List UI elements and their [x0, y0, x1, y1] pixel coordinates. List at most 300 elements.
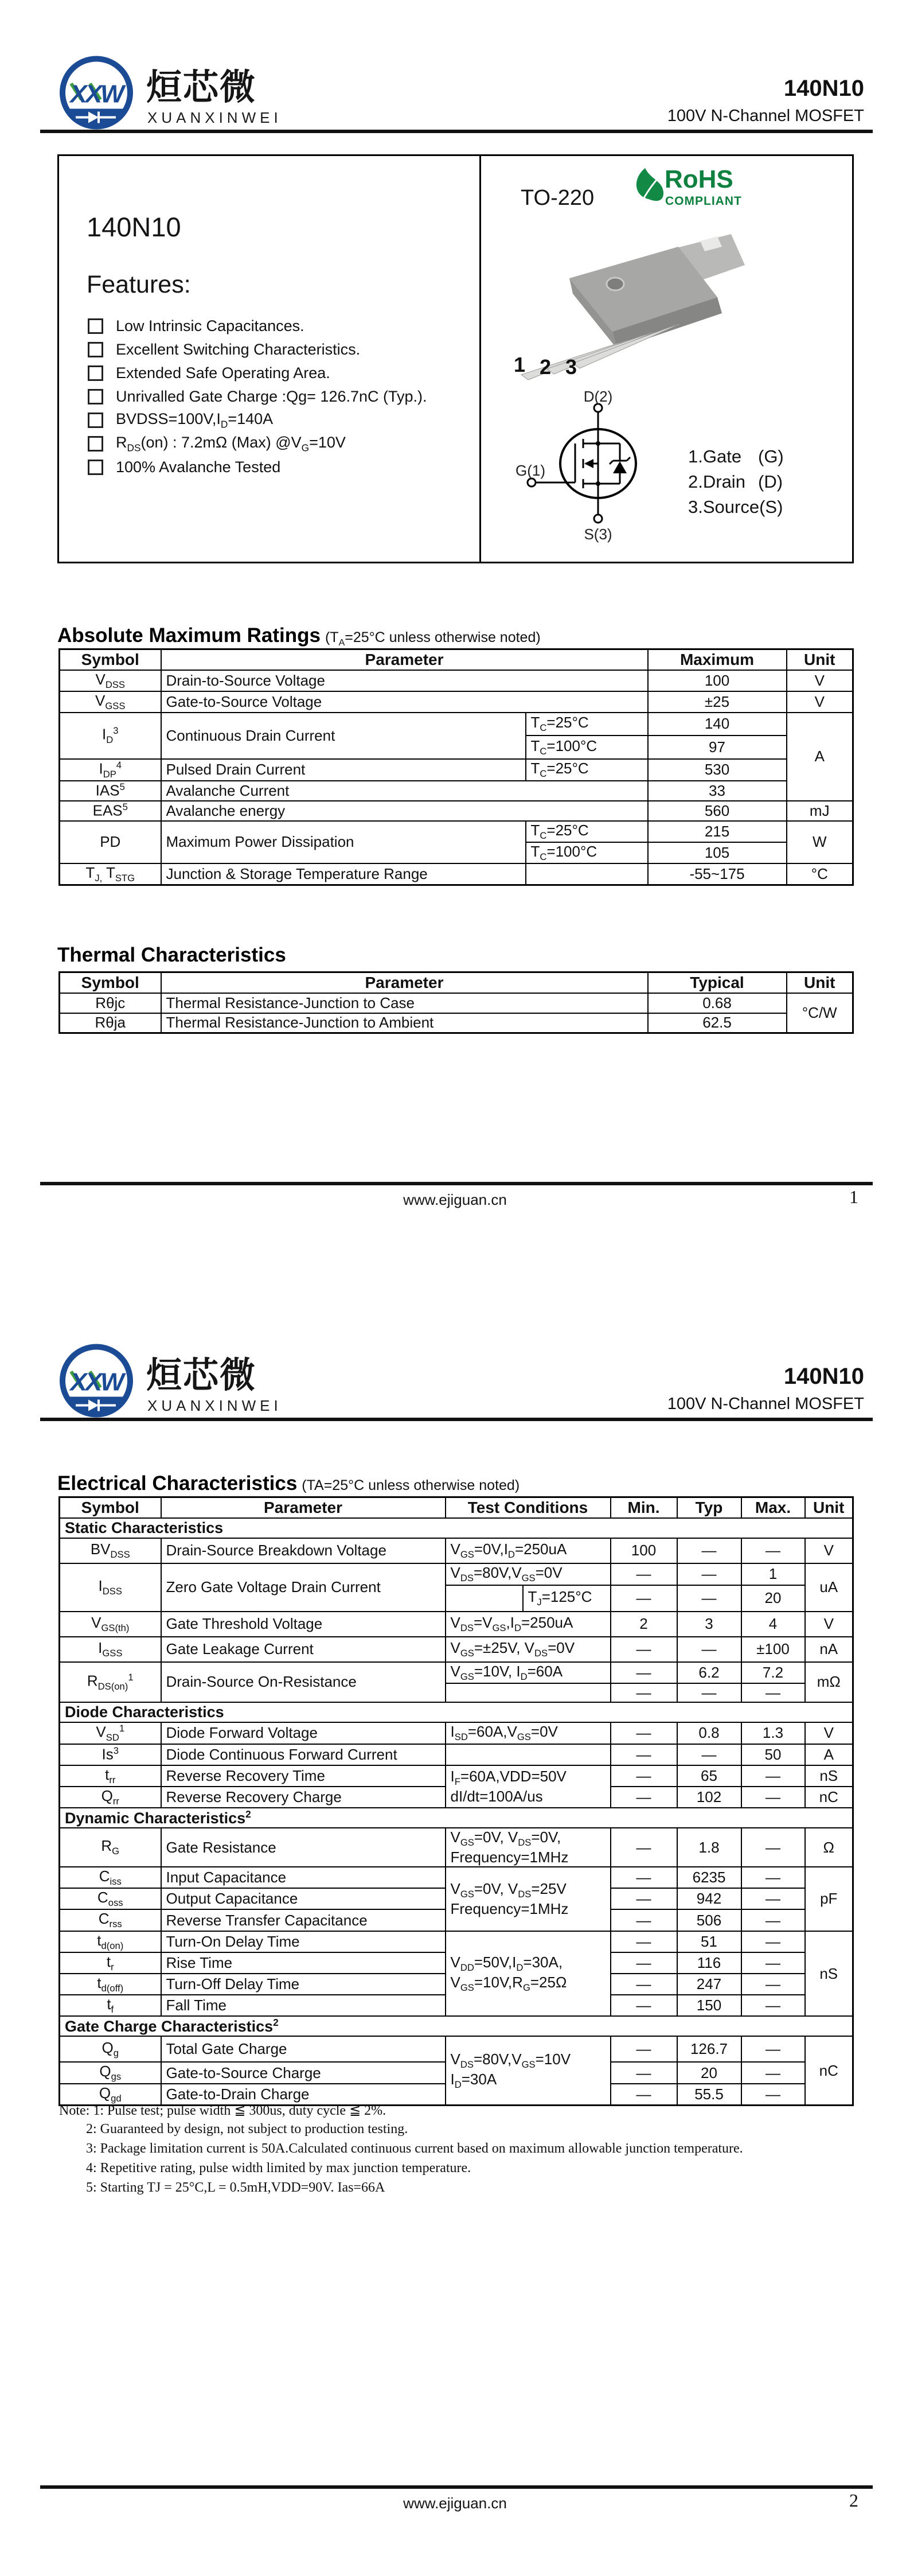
cell: — — [677, 1637, 741, 1662]
feature-text: Extended Safe Operating Area. — [116, 364, 330, 382]
cell: IAS$^5$ — [60, 781, 161, 801]
cell: Gate-to-Source Voltage — [161, 691, 648, 713]
cell: V — [787, 670, 853, 691]
cell: — — [611, 1909, 677, 1931]
section-label: Gate Charge Characteristics — [65, 2018, 274, 2036]
legend-item — [688, 446, 784, 472]
symbol-drain-label: D(2) — [583, 388, 613, 405]
cell: V — [787, 691, 853, 713]
checkbox-icon — [88, 318, 103, 334]
cell: 1.8 — [677, 1828, 741, 1867]
note-line: 5: Starting TJ = 25°C,L = 0.5mH,VDD=90V. Ias=66A — [86, 2180, 385, 2195]
cell: — — [611, 1974, 677, 1995]
table-row — [60, 1828, 853, 1867]
feature-text: 100% Avalanche Tested — [116, 458, 281, 476]
cell: $V_{GS}=0V,I_D=250uA$ — [446, 1538, 611, 1563]
cell: 560 — [648, 801, 787, 821]
pin-legend — [688, 446, 784, 522]
cell: — — [741, 1765, 805, 1787]
note-line: Note: 1: Pulse test; pulse width ≦ 300us, duty cycle ≦ 2%. — [59, 2103, 386, 2118]
cell: $I_{DSS}$ — [60, 1563, 161, 1612]
cell: Avalanche energy — [161, 801, 648, 821]
brand-name-en: XUANXINWEI — [147, 1397, 282, 1414]
checkbox-icon — [88, 436, 103, 452]
cell: $I_D^3$ — [60, 713, 161, 759]
feature-item — [88, 432, 466, 456]
checkbox-icon — [88, 460, 103, 475]
cell: ±25 — [648, 691, 787, 713]
cell: — — [611, 1995, 677, 2016]
cell: $V_{SD}^1$ — [60, 1722, 161, 1744]
brand-name-en: XUANXINWEI — [147, 109, 282, 126]
cell: 3 — [677, 1612, 741, 1637]
table-row — [60, 713, 853, 736]
cell: 7.2 — [741, 1662, 805, 1683]
footer-url: www.ejiguan.cn — [403, 2495, 507, 2512]
cell: Is$^3$ — [60, 1744, 161, 1765]
cell — [60, 2016, 853, 2036]
cell: — — [741, 1952, 805, 1974]
cell: $T_C=100^\circ C$ — [526, 736, 648, 759]
cell: 0.8 — [677, 1722, 741, 1744]
cell: PD — [60, 821, 161, 863]
cell: Gate-to-Drain Charge — [161, 2084, 446, 2106]
cell — [446, 1683, 611, 1702]
cell: $C_{rss}$ — [60, 1909, 161, 1931]
feature-text: $R_{DS}(on)$ : 7.2mΩ (Max) $@V_G=10V$ — [116, 433, 346, 454]
legend-pin-name: 3.Source — [688, 497, 760, 517]
part-subtitle: 100V N-Channel MOSFET — [667, 1395, 864, 1413]
cell: $I_{GSS}$ — [60, 1637, 161, 1662]
feature-text: Excellent Switching Characteristics. — [116, 341, 361, 358]
cell: mJ — [787, 801, 853, 821]
cell: Avalanche Current — [161, 781, 648, 801]
logo-mark-text: XXW — [70, 80, 123, 108]
cell: — — [741, 1787, 805, 1808]
cell: $t_r$ — [60, 1952, 161, 1974]
legend-pin-letter: (D) — [758, 472, 783, 492]
cell: Min. — [611, 1497, 677, 1518]
note-line: 2: Guaranteed by design, not subject to production testing. — [86, 2122, 408, 2137]
cell: — — [611, 2084, 677, 2106]
part-number: 140N10 — [783, 76, 864, 101]
rohs-compliant-icon — [631, 164, 743, 214]
cell: $I_{SD}=60A,V_{GS}=0V$ — [446, 1722, 611, 1744]
table-header-row — [60, 972, 853, 993]
cell: — — [677, 1538, 741, 1563]
table-row — [60, 1563, 853, 1585]
cell: Ω — [805, 1828, 853, 1867]
cell: $T_C=25^\circ C$ — [526, 759, 648, 781]
cell: — — [611, 1662, 677, 1683]
table-row — [60, 1013, 853, 1033]
table-row — [60, 1662, 853, 1683]
cell: $Q_{gs}$ — [60, 2062, 161, 2083]
checkbox-icon — [88, 389, 103, 404]
cell: $BV_{DSS}$ — [60, 1538, 161, 1563]
table-row — [60, 2036, 853, 2062]
cell: 506 — [677, 1909, 741, 1931]
legend-pin-letter: (G) — [758, 446, 784, 466]
cell: Pulsed Drain Current — [161, 759, 526, 781]
cell: 126.7 — [677, 2036, 741, 2062]
footer-rule — [40, 1182, 873, 1185]
cell: Symbol — [60, 649, 161, 670]
cell: 100 — [648, 670, 787, 691]
cell: Input Capacitance — [161, 1867, 446, 1888]
section-superscript: 2 — [273, 2017, 279, 2029]
cell: $V_{GS(th)}$ — [60, 1612, 161, 1637]
cell: Rise Time — [161, 1952, 446, 1974]
company-logo-icon — [55, 52, 141, 137]
feature-item — [88, 314, 466, 338]
cell: — — [611, 1828, 677, 1867]
section-title: Electrical Characteristics — [57, 1472, 298, 1495]
cell: Maximum Power Dissipation — [161, 821, 526, 863]
cell: $T_J=125^\circ C$ — [523, 1585, 611, 1612]
cell: $C_{oss}$ — [60, 1888, 161, 1909]
cell: Static Characteristics — [60, 1518, 853, 1538]
cell: — — [741, 1538, 805, 1563]
feature-item — [88, 338, 466, 361]
cell: Zero Gate Voltage Drain Current — [161, 1563, 446, 1612]
cell: nS — [805, 1931, 853, 2017]
cell: pF — [805, 1867, 853, 1931]
feature-text: Low Intrinsic Capacitances. — [116, 317, 304, 334]
cell: 55.5 — [677, 2084, 741, 2106]
cell: $Q_{rr}$ — [60, 1787, 161, 1808]
cell: — — [741, 1683, 805, 1702]
cell: 102 — [677, 1787, 741, 1808]
section-row — [60, 1518, 853, 1538]
feature-item — [88, 385, 466, 408]
footer-url: www.ejiguan.cn — [403, 1191, 507, 1208]
rohs-text: RoHS — [665, 165, 733, 193]
table-row — [60, 863, 853, 885]
cell: Maximum — [648, 649, 787, 670]
cell: — — [741, 2084, 805, 2106]
cell: Thermal Resistance-Junction to Case — [161, 993, 648, 1013]
cell: $T_C=25^\circ C$ — [526, 713, 648, 736]
cell: — — [741, 1867, 805, 1888]
cell: $T_C=25^\circ C$ — [526, 821, 648, 842]
cell: 530 — [648, 759, 787, 781]
product-overview-box — [57, 154, 854, 563]
cell: — — [611, 1931, 677, 1952]
cell: Drain-to-Source Voltage — [161, 670, 648, 691]
cell: Gate Leakage Current — [161, 1637, 446, 1662]
cell: Diode Forward Voltage — [161, 1722, 446, 1744]
cell: Symbol — [60, 1497, 161, 1518]
features-heading: Features: — [87, 271, 191, 298]
part-subtitle: 100V N-Channel MOSFET — [667, 107, 864, 125]
cell: Fall Time — [161, 1995, 446, 2016]
cell: V — [805, 1722, 853, 1744]
feature-item — [88, 361, 466, 385]
cell: 62.5 — [648, 1013, 787, 1033]
legend-item — [688, 497, 784, 522]
electrical-title — [57, 1472, 520, 1495]
cell: $V_{GSS}$ — [60, 691, 161, 713]
cell: Reverse Recovery Charge — [161, 1787, 446, 1808]
cell: 116 — [677, 1952, 741, 1974]
header-rule — [40, 1418, 873, 1421]
cell: 1 — [741, 1563, 805, 1585]
cell: — — [677, 1585, 741, 1612]
cell: — — [611, 1722, 677, 1744]
cell: 20 — [677, 2062, 741, 2083]
cell: — — [741, 2062, 805, 2083]
company-logo-icon — [55, 1340, 141, 1425]
cell: nA — [805, 1637, 853, 1662]
cell: Reverse Recovery Time — [161, 1765, 446, 1787]
cell: — — [611, 1683, 677, 1702]
cell: Parameter — [161, 649, 648, 670]
cell: — — [611, 1585, 677, 1612]
cell: 6.2 — [677, 1662, 741, 1683]
cell: Reverse Transfer Capacitance — [161, 1909, 446, 1931]
cell: Parameter — [161, 1497, 446, 1518]
cell: A — [805, 1744, 853, 1765]
section-title: Thermal Characteristics — [57, 944, 286, 966]
notes-block — [59, 2102, 862, 2200]
cell: 4 — [741, 1612, 805, 1637]
cell: Continuous Drain Current — [161, 713, 526, 759]
cell: mΩ — [805, 1662, 853, 1702]
cell: $t_{rr}$ — [60, 1765, 161, 1787]
cell: — — [611, 2036, 677, 2062]
cell: Unit — [787, 649, 853, 670]
cell: $I_F=60A,VDD=50V$ dI/dt=100A/us — [446, 1765, 611, 1808]
cell: Gate-to-Source Charge — [161, 2062, 446, 2083]
cell: — — [677, 1744, 741, 1765]
cell: $C_{iss}$ — [60, 1867, 161, 1888]
cell: — — [611, 1867, 677, 1888]
cell: 2 — [611, 1612, 677, 1637]
cell: $T_{J,}$ $T_{STG}$ — [60, 863, 161, 885]
cell: 65 — [677, 1765, 741, 1787]
rohs-compliant-text: COMPLIANT — [665, 194, 742, 208]
cell: Turn-Off Delay Time — [161, 1974, 446, 1995]
cell: Drain-Source On-Resistance — [161, 1662, 446, 1702]
cell: W — [787, 821, 853, 863]
cell: 20 — [741, 1585, 805, 1612]
pin-number-3: 3 — [565, 355, 577, 379]
cell: 942 — [677, 1888, 741, 1909]
cell: $V_{GS}=0V$, $V_{DS}=0V$, Frequency=1MHz — [446, 1828, 611, 1867]
cell: 51 — [677, 1931, 741, 1952]
cell: — — [741, 1995, 805, 2016]
brand-name-cn: 烜芯微 — [146, 68, 257, 107]
feature-item — [88, 456, 466, 479]
note-line: 4: Repetitive rating, pulse width limited by max junction temperature. — [86, 2161, 471, 2176]
cell: $V_{DS}=V_{GS},I_D=250uA$ — [446, 1612, 611, 1637]
table-row — [60, 670, 853, 691]
cell: — — [611, 1888, 677, 1909]
cell: Typical — [648, 972, 787, 993]
feature-item — [88, 408, 466, 432]
cell: Unit — [787, 972, 853, 993]
cell: — — [741, 1909, 805, 1931]
section-label: Dynamic Characteristics — [65, 1809, 246, 1827]
cell: nS — [805, 1765, 853, 1787]
section-row — [60, 1702, 853, 1722]
cell: $t_{d(off)}$ — [60, 1974, 161, 1995]
legend-pin-name: 1.Gate — [688, 446, 742, 466]
part-number: 140N10 — [783, 1364, 864, 1389]
table-header-row — [60, 649, 853, 670]
cell: 50 — [741, 1744, 805, 1765]
cell: — — [741, 1828, 805, 1867]
cell: Typ — [677, 1497, 741, 1518]
symbol-source-label: S(3) — [584, 526, 612, 543]
table-row — [60, 801, 853, 821]
cell: 33 — [648, 781, 787, 801]
table-row — [60, 1765, 853, 1787]
cell: 6235 — [677, 1867, 741, 1888]
checkbox-icon — [88, 365, 103, 381]
cell: 105 — [648, 842, 787, 863]
section-note: (TA=25°C unless otherwise noted) — [302, 1477, 520, 1493]
absolute-maximum-ratings-table — [58, 648, 854, 886]
table-row — [60, 691, 853, 713]
cell: $V_{DD}=50V,I_D=30A$, $V_{GS}=10V,R_G=25\Omega$ — [446, 1931, 611, 2017]
feature-text: $BVDSS=100V,I_D=140A$ — [116, 410, 274, 430]
cell: -55~175 — [648, 863, 787, 885]
cell: $Q_{gd}$ — [60, 2084, 161, 2106]
cell — [526, 863, 648, 885]
cell: 140 — [648, 713, 787, 736]
cell: 150 — [677, 1995, 741, 2016]
cell: — — [741, 1888, 805, 1909]
cell: $I_{DP}^4$ — [60, 759, 161, 781]
section-title: Absolute Maximum Ratings — [57, 624, 321, 647]
cell: nC — [805, 2036, 853, 2105]
table-row — [60, 1612, 853, 1637]
page-number: 1 — [849, 1186, 858, 1207]
cell: — — [611, 1744, 677, 1765]
table-row — [60, 993, 853, 1013]
cell: V — [805, 1612, 853, 1637]
cell: EAS$^5$ — [60, 801, 161, 821]
cell: — — [677, 1563, 741, 1585]
cell: Diode Continuous Forward Current — [161, 1744, 446, 1765]
abs-max-title — [57, 624, 541, 648]
cell: — — [677, 1683, 741, 1702]
cell: $V_{GS}=\pm 25V$, $V_{DS}=0V$ — [446, 1637, 611, 1662]
cell: 97 — [648, 736, 787, 759]
cell: Total Gate Charge — [161, 2036, 446, 2062]
package-name: TO-220 — [521, 186, 595, 210]
cell: nC — [805, 1787, 853, 1808]
product-title: 140N10 — [87, 212, 181, 242]
cell: — — [611, 1765, 677, 1787]
table-row — [60, 1637, 853, 1662]
cell: Rθjc — [60, 993, 161, 1013]
cell: Unit — [805, 1497, 853, 1518]
cell: 247 — [677, 1974, 741, 1995]
cell: — — [741, 1931, 805, 1952]
cell: $V_{DS}=80V,V_{GS}=10V$ $I_D=30A$ — [446, 2036, 611, 2105]
symbol-gate-label: G(1) — [515, 462, 545, 479]
cell: 1.3 — [741, 1722, 805, 1744]
cell: Test Conditions — [446, 1497, 611, 1518]
checkbox-icon — [88, 413, 103, 428]
thermal-title — [57, 944, 286, 967]
cell: Thermal Resistance-Junction to Ambient — [161, 1013, 648, 1033]
electrical-characteristics-table — [58, 1496, 854, 2106]
cell: $Q_g$ — [60, 2036, 161, 2062]
cell: A — [787, 713, 853, 801]
cell: $t_{d(on)}$ — [60, 1931, 161, 1952]
brand-name-cn: 烜芯微 — [146, 1356, 257, 1395]
cell: uA — [805, 1563, 853, 1612]
legend-pin-name: 2.Drain — [688, 472, 745, 492]
cell: °C — [787, 863, 853, 885]
cell: $V_{GS}=0V$, $V_{DS}=25V$ Frequency=1MHz — [446, 1867, 611, 1931]
cell: Max. — [741, 1497, 805, 1518]
pin-number-2: 2 — [540, 355, 552, 379]
table-row — [60, 1722, 853, 1744]
cell: Junction & Storage Temperature Range — [161, 863, 526, 885]
features-list — [88, 314, 466, 479]
cell: — — [741, 2036, 805, 2062]
table-row — [60, 1744, 853, 1765]
legend-item — [688, 472, 784, 497]
cell: Gate Threshold Voltage — [161, 1612, 446, 1637]
cell: — — [611, 2062, 677, 2083]
cell: $V_{GS}=10V$, $I_D=60A$ — [446, 1662, 611, 1683]
footer-rule — [40, 2485, 873, 2489]
cell: Turn-On Delay Time — [161, 1931, 446, 1952]
table-row — [60, 1931, 853, 1952]
cell: $T_C=100^\circ C$ — [526, 842, 648, 863]
cell: V — [805, 1538, 853, 1563]
page-number: 2 — [849, 2490, 858, 2511]
cell: $R_{DS(on)}^1$ — [60, 1662, 161, 1702]
cell: 0.68 — [648, 993, 787, 1013]
pin-number-1: 1 — [514, 353, 526, 376]
cell: ±100 — [741, 1637, 805, 1662]
legend-pin-letter: (S) — [759, 497, 783, 517]
table-row — [60, 781, 853, 801]
cell: 100 — [611, 1538, 677, 1563]
cell: Output Capacitance — [161, 1888, 446, 1909]
cell: Symbol — [60, 972, 161, 993]
header-rule — [40, 130, 873, 133]
cell: Parameter — [161, 972, 648, 993]
section-row — [60, 1808, 853, 1828]
cell: — — [611, 1787, 677, 1808]
table-header-row — [60, 1497, 853, 1518]
cell: $V_{DSS}$ — [60, 670, 161, 691]
cell: °C/W — [787, 993, 853, 1033]
cell: $R_G$ — [60, 1828, 161, 1867]
section-superscript: 2 — [245, 1808, 251, 1820]
cell — [446, 1585, 523, 1612]
cell: Gate Resistance — [161, 1828, 446, 1867]
table-row — [60, 759, 853, 781]
feature-text: Unrivalled Gate Charge :Qg= 126.7nC (Typ.). — [116, 388, 427, 405]
thermal-characteristics-table — [58, 971, 854, 1034]
section-row — [60, 2016, 853, 2036]
cell: 215 — [648, 821, 787, 842]
cell: $V_{DS}=80V,V_{GS}=0V$ — [446, 1563, 611, 1585]
cell: — — [611, 1952, 677, 1974]
table-row — [60, 1538, 853, 1563]
cell: Rθja — [60, 1013, 161, 1033]
cell: — — [611, 1637, 677, 1662]
